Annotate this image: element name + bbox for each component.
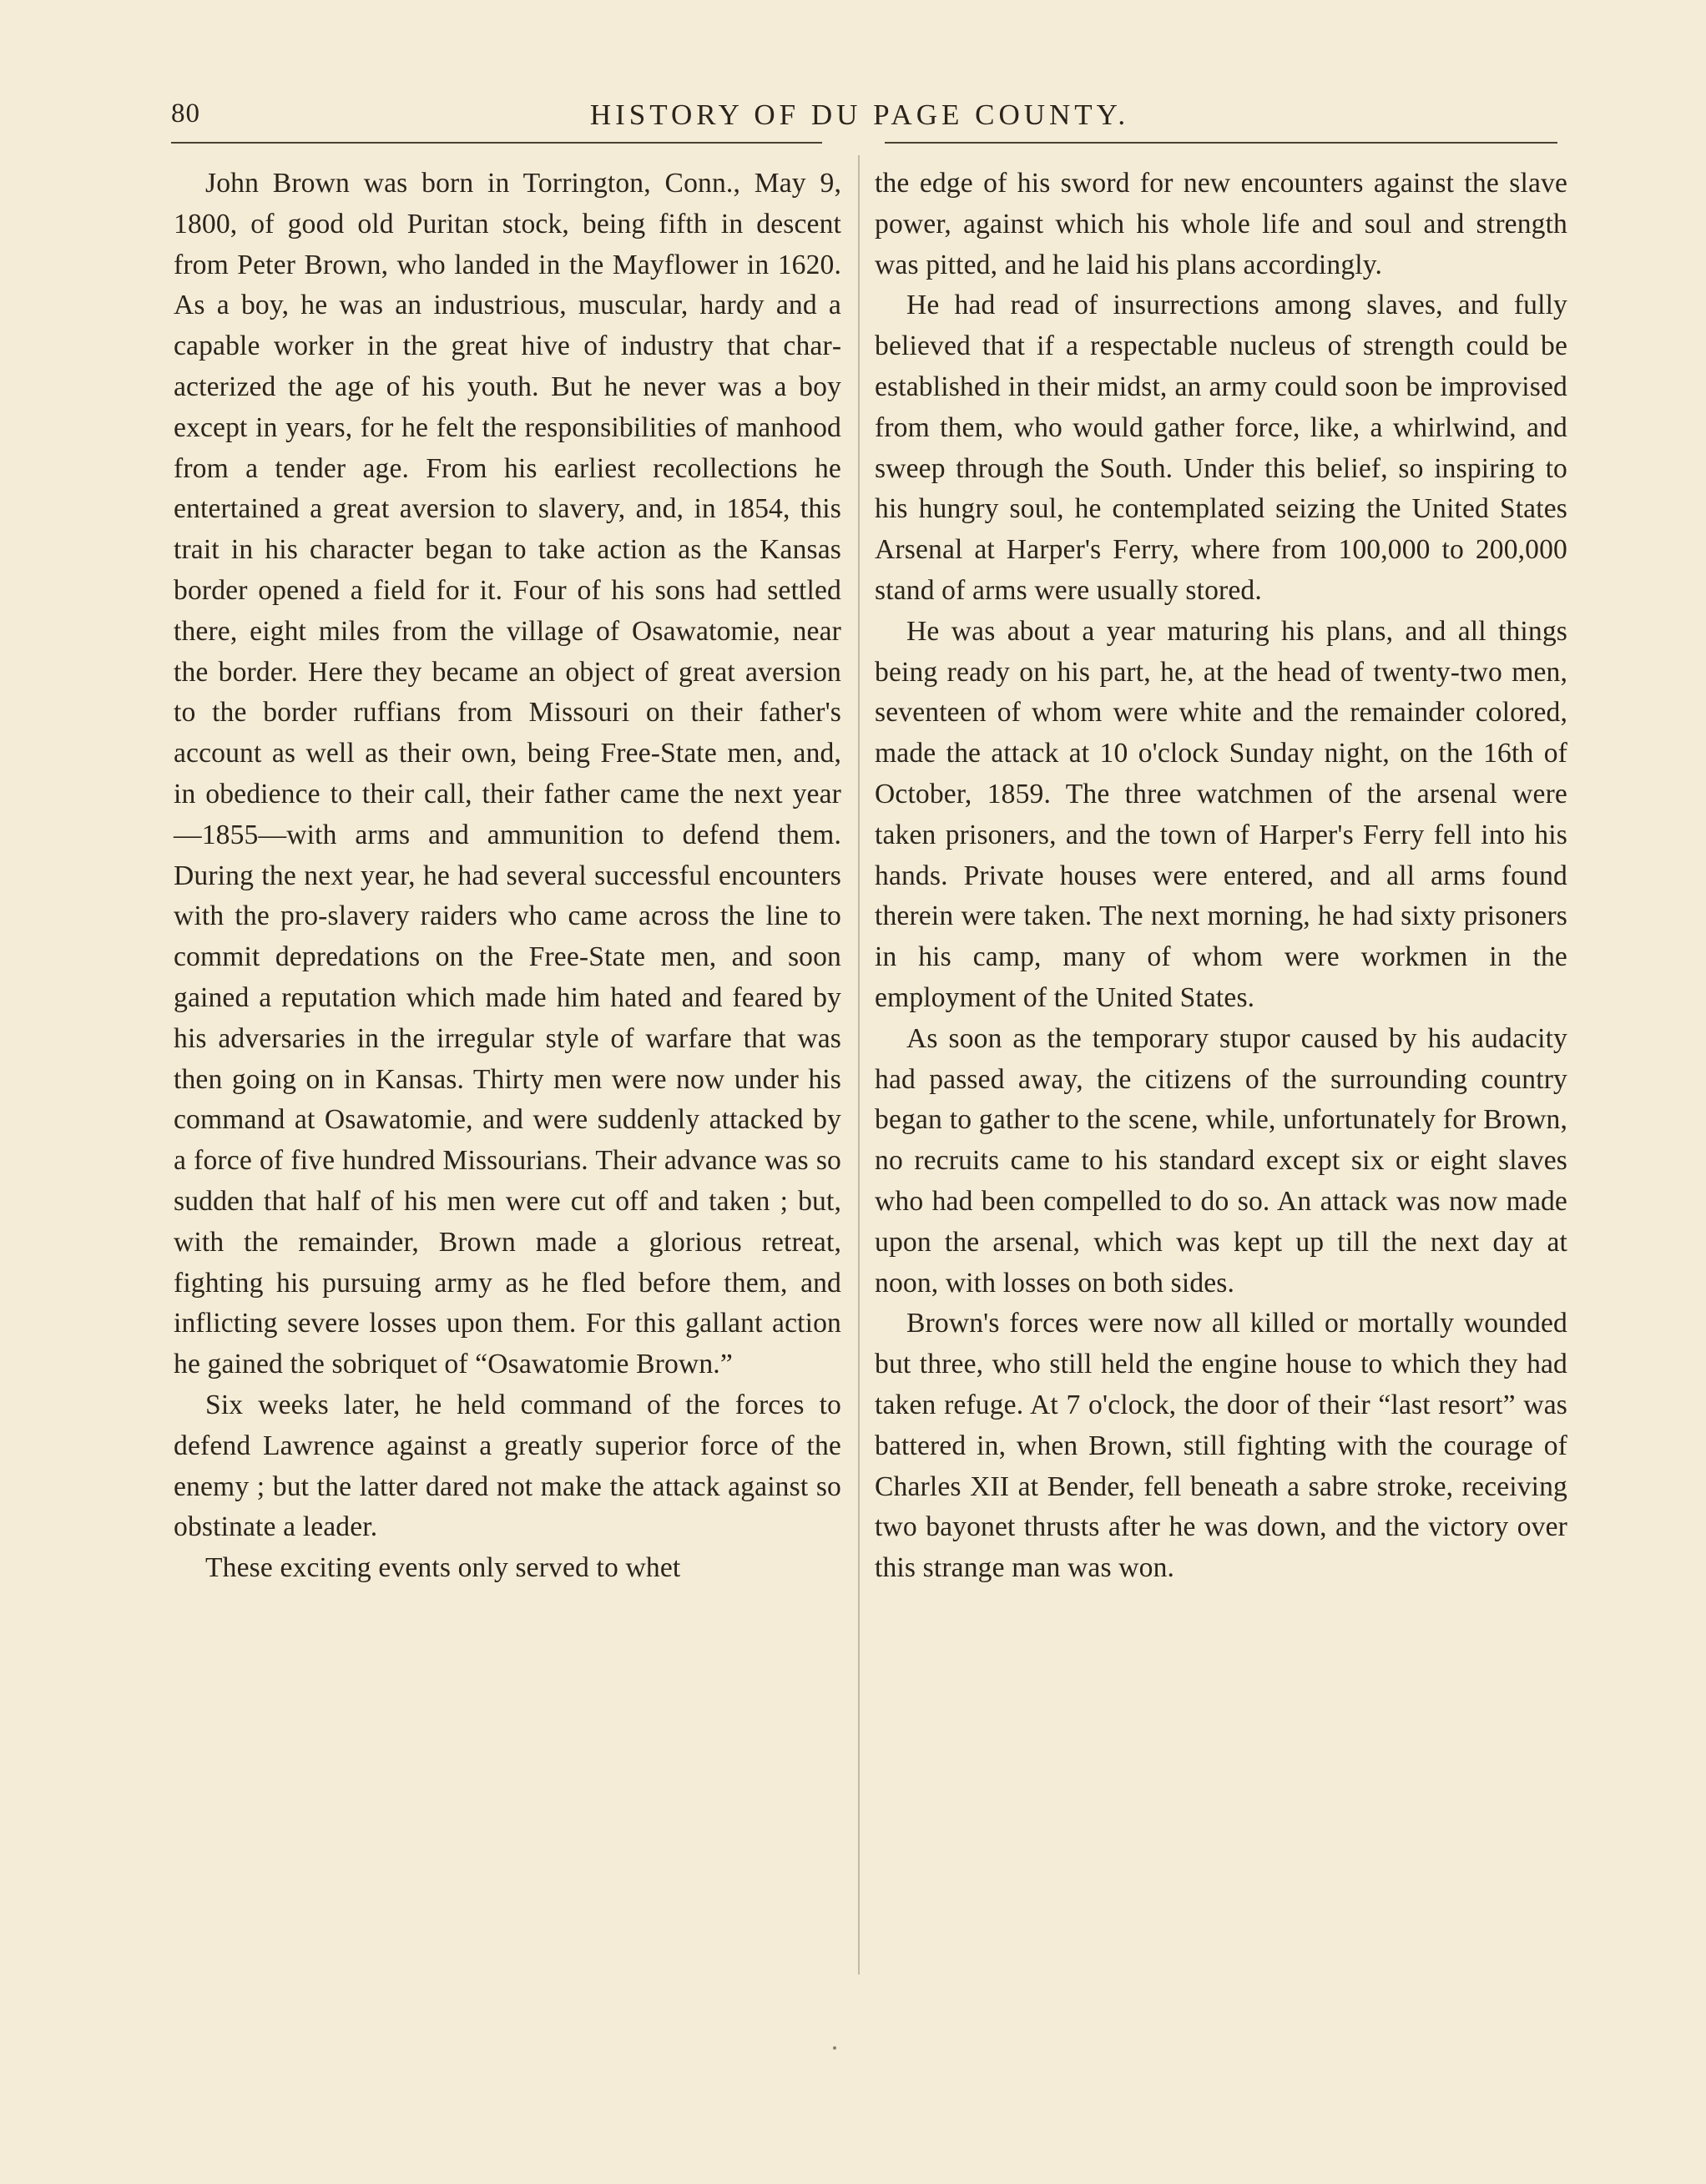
paragraph: He was about a year maturing his plans, and all things being ready on his part, he, at the head of twenty-two men, seventeen of whom were white and the remainder colored, made the attack at 10 o'clock Sunday night, on the 16th of October, 1859. The three watchmen of the arsenal were taken prisoners, and the town of Harper's Ferry fell into his hands. Private houses were entered, and all arms found therein were taken. The next morning, he had sixty prisoners in his camp, many of whom were workmen in the employment of the United States. <box>875 615 1567 1013</box>
paragraph: These exciting events only served to whet <box>205 1552 681 1584</box>
header-rule-right <box>885 142 1557 144</box>
running-head: HISTORY OF DU PAGE COUNTY. <box>589 98 1130 131</box>
header-rule-left <box>171 142 822 144</box>
left-column <box>174 164 841 1589</box>
paper-speck <box>833 2046 836 2050</box>
paragraph: Six weeks later, he held command of the forces to defend Lawrence against a greatly superior force of the enemy ; but the latter dared not make the attack against so obstinate a leader. <box>174 1389 841 1543</box>
right-column <box>875 164 1567 1589</box>
column-divider <box>858 155 860 1975</box>
paragraph: John Brown was born in Torrington, Conn., May 9, 1800, of good old Puritan stock, being fifth in descent from Peter Brown, who landed in the Mayflower in 1620. As a boy, he was an industrious, muscular, hardy and a capable worker in the great hive of industry that characterized the age of his youth. But he never was a boy except in years, for he felt the responsibilities of manhood from a tender age. From his earliest recollections he entertained a great aversion to slavery, and, in 1854, this trait in his character began to take action as the Kansas border opened a field for it. Four of his sons had settled there, eight miles from the village of Osawatomie, near the border. Here they became an object of great aversion to the border ruffians from Missouri on their father's account as well as their own, being Free-State men, and, in obedience to their call, their father came the next year—1855—with arms and ammunition to defend them. During the next year, he had several successful encounters with the pro-slavery raiders who came across the line to commit depredations on the Free-State men, and soon gained a reputation which made him hated and feared by his adversaries in the irregular style of warfare that was then going on in Kansas. Thirty men were now under his command at Osawatomie, and were suddenly attacked by a force of five hundred Missourians. Their advance was so sudden that half of his men were cut off and taken ; but, with the remainder, Brown made a glorious retreat, fighting his pursuing army as he fled before them, and inflicting severe losses upon them. For this gallant action he gained the sobriquet of “Osawatomie Brown.” <box>174 168 841 1380</box>
paragraph: Brown's forces were now all killed or mortally wounded but three, who still held the engine house to which they had taken refuge. At 7 o'clock, the door of their “last resort” was battered in, when Brown, still fighting with the courage of Charles XII at Bender, fell beneath a sabre stroke, receiving two bayonet thrusts after he was down, and the victory over this strange man was won. <box>875 1308 1567 1584</box>
page-number: 80 <box>171 98 200 129</box>
paragraph: He had read of insurrections among slaves, and fully believed that if a respectable nucleus of strength could be established in their midst, an army could soon be improvised from them, who would gather force, like, a whirlwind, and sweep through the South. Under this belief, so inspiring to his hungry soul, he contemplated seizing the United States Arsenal at Harper's Ferry, where from 100,000 to 200,000 stand of arms were usually stored. <box>875 290 1567 606</box>
paragraph: As soon as the temporary stupor caused by his audacity had passed away, the citizens of the surrounding country began to gather to the scene, while, unfortunately for Brown, no recruits came to his standard except six or eight slaves who had been compelled to do so. An attack was now made upon the arsenal, which was kept up till the next day at noon, with losses on both sides. <box>875 1022 1567 1299</box>
paragraph-continued: the edge of his sword for new encounters against the slave power, against which his whole life and soul and strength was pitted, and he laid his plans accordingly. <box>875 168 1567 280</box>
